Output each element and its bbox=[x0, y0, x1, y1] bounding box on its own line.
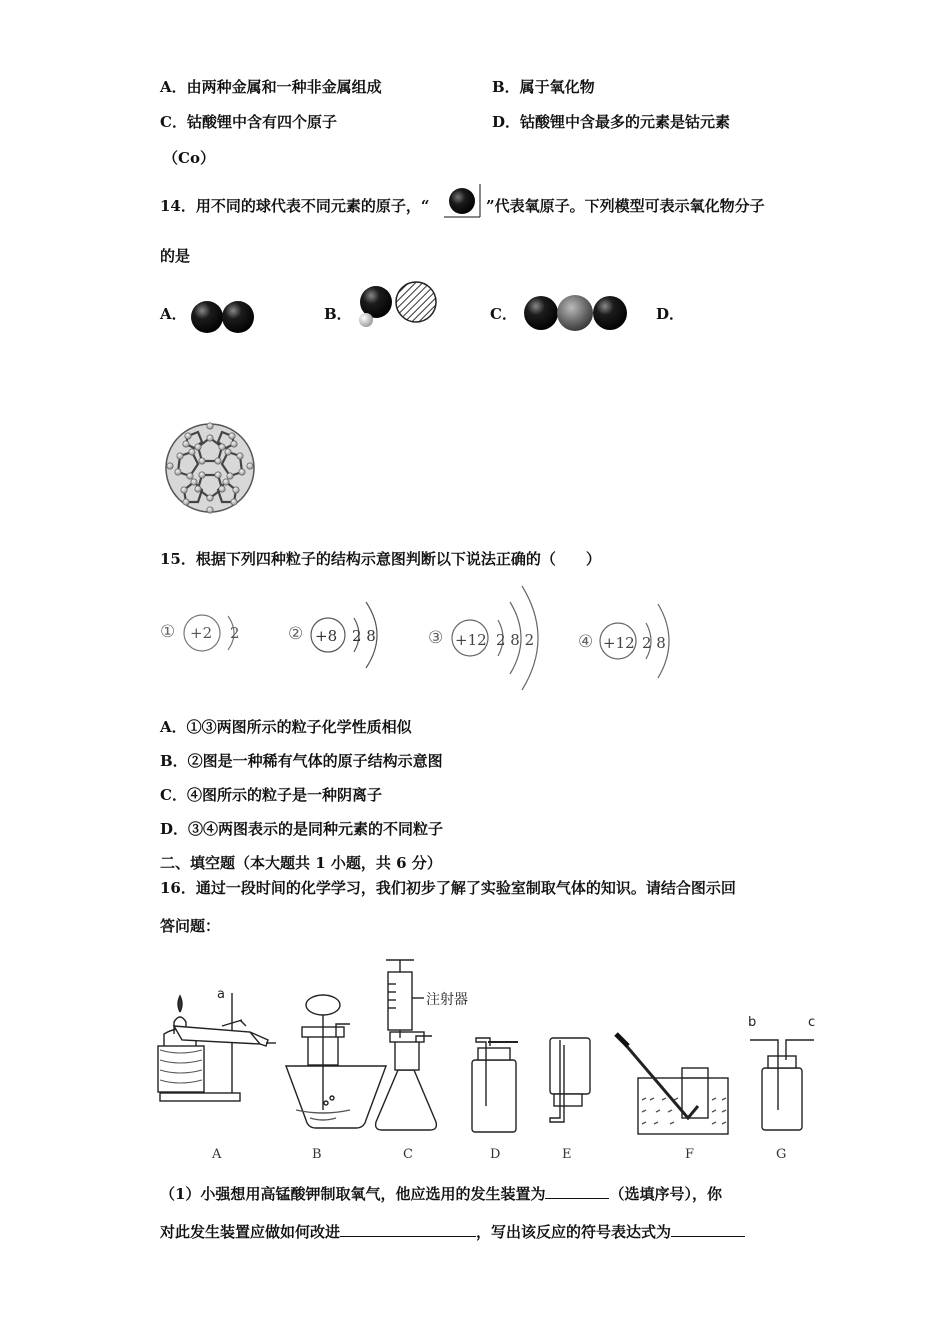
q14-option-c-label: C． bbox=[490, 305, 517, 323]
apparatus-e-inverted-bottle bbox=[550, 1038, 590, 1122]
model-c-three-atoms-icon bbox=[520, 294, 632, 332]
oxygen-atom-icon bbox=[440, 182, 486, 222]
diagram-3-index: ③ bbox=[428, 628, 444, 648]
q16-stem-line1: 16．通过一段时间的化学学习，我们初步了解了实验室制取气体的知识。请结合图示回 bbox=[160, 879, 736, 897]
q14-option-d-label: D． bbox=[656, 305, 685, 323]
apparatus-caption-b: B bbox=[312, 1147, 322, 1162]
apparatus-caption-d: D bbox=[490, 1147, 501, 1162]
q14-option-a-label: A． bbox=[160, 305, 187, 323]
q15-stem: 15．根据下列四种粒子的结构示意图判断以下说法正确的（ ） bbox=[160, 550, 601, 568]
apparatus-caption-f: F bbox=[685, 1147, 695, 1162]
diagram-3-nucleus: +12 bbox=[455, 631, 487, 649]
model-b-three-atoms-icon bbox=[352, 282, 442, 332]
q16-sub1-line2-part1: 对此发生装置应做如何改进 bbox=[160, 1223, 341, 1241]
apparatus-caption-e: E bbox=[562, 1147, 572, 1162]
apparatus-caption-a: A bbox=[212, 1147, 222, 1162]
apparatus-g-wash-bottle bbox=[750, 1040, 814, 1130]
apparatus-caption-c: C bbox=[403, 1147, 413, 1162]
q13-option-d-continued: （Co） bbox=[163, 149, 215, 167]
diagram-3-shells: 2 8 2 bbox=[496, 631, 535, 649]
diagram-4-shells: 2 8 bbox=[642, 634, 666, 652]
q13-option-d: D．钴酸锂中含最多的元素是钴元素 bbox=[492, 113, 731, 131]
apparatus-f-water-trough bbox=[616, 1034, 728, 1134]
apparatus-label-c: c bbox=[808, 1015, 816, 1030]
q16-sub1-line1 bbox=[160, 1182, 722, 1204]
diagram-1-nucleus: +2 bbox=[190, 624, 213, 642]
diagram-2-index: ② bbox=[288, 624, 304, 644]
q14-stem-part1: 14．用不同的球代表不同元素的原子，“ bbox=[160, 197, 430, 215]
q16-sub1-line2-part2: ，写出该反应的符号表达式为 bbox=[476, 1223, 672, 1241]
apparatus-b-flask-with-funnel bbox=[286, 995, 386, 1128]
model-a-two-black-atoms-icon bbox=[188, 298, 260, 336]
diagram-1-shells: 2 bbox=[230, 624, 240, 642]
apparatus-c-flask-with-syringe bbox=[376, 960, 437, 1130]
diagram-4-index: ④ bbox=[578, 632, 594, 652]
q16-sub1-line2 bbox=[160, 1220, 745, 1242]
q16-stem-line2: 答问题： bbox=[160, 917, 221, 935]
q16-sub1-part1: （1）小强想用高锰酸钾制取氧气，他应选用的发生装置为 bbox=[160, 1185, 546, 1203]
apparatus-label-b: b bbox=[748, 1015, 757, 1030]
answer-blank-improvement[interactable] bbox=[340, 1220, 476, 1237]
q15-option-b: B．②图是一种稀有气体的原子结构示意图 bbox=[160, 752, 443, 770]
q15-option-d: D．③④两图表示的是同种元素的不同粒子 bbox=[160, 820, 444, 838]
q14-option-b-label: B． bbox=[324, 305, 352, 323]
diagram-2-shells: 2 8 bbox=[352, 627, 376, 645]
answer-blank-equation[interactable] bbox=[671, 1220, 745, 1237]
q15-option-a: A．①③两图所示的粒子化学性质相似 bbox=[160, 718, 412, 736]
model-d-c60-fullerene-icon bbox=[160, 420, 260, 516]
q14-stem-part2: ”代表氧原子。下列模型可表示氧化物分子 bbox=[486, 197, 765, 215]
section-2-heading: 二、填空题（本大题共 1 小题，共 6 分） bbox=[160, 854, 442, 872]
syringe-label: 注射器 bbox=[426, 992, 468, 1008]
q13-option-c: C．钴酸锂中含有四个原子 bbox=[160, 113, 337, 131]
q14-stem-line2: 的是 bbox=[160, 247, 191, 265]
diagram-4-nucleus: +12 bbox=[603, 634, 635, 652]
q16-sub1-part2: （选填序号），你 bbox=[609, 1185, 722, 1203]
answer-blank-apparatus[interactable] bbox=[545, 1182, 609, 1199]
lab-apparatus-figure bbox=[150, 950, 830, 1170]
q13-option-a: A．由两种金属和一种非金属组成 bbox=[160, 78, 382, 96]
diagram-2-nucleus: +8 bbox=[315, 627, 338, 645]
apparatus-label-a-tube: a bbox=[217, 987, 225, 1002]
q13-option-b: B．属于氧化物 bbox=[492, 78, 595, 96]
q15-option-c: C．④图所示的粒子是一种阴离子 bbox=[160, 786, 382, 804]
apparatus-a-heating-setup bbox=[158, 993, 276, 1101]
diagram-1-index: ① bbox=[160, 622, 176, 642]
apparatus-caption-g: G bbox=[776, 1147, 787, 1162]
apparatus-d-collection-bottle bbox=[472, 1038, 518, 1132]
